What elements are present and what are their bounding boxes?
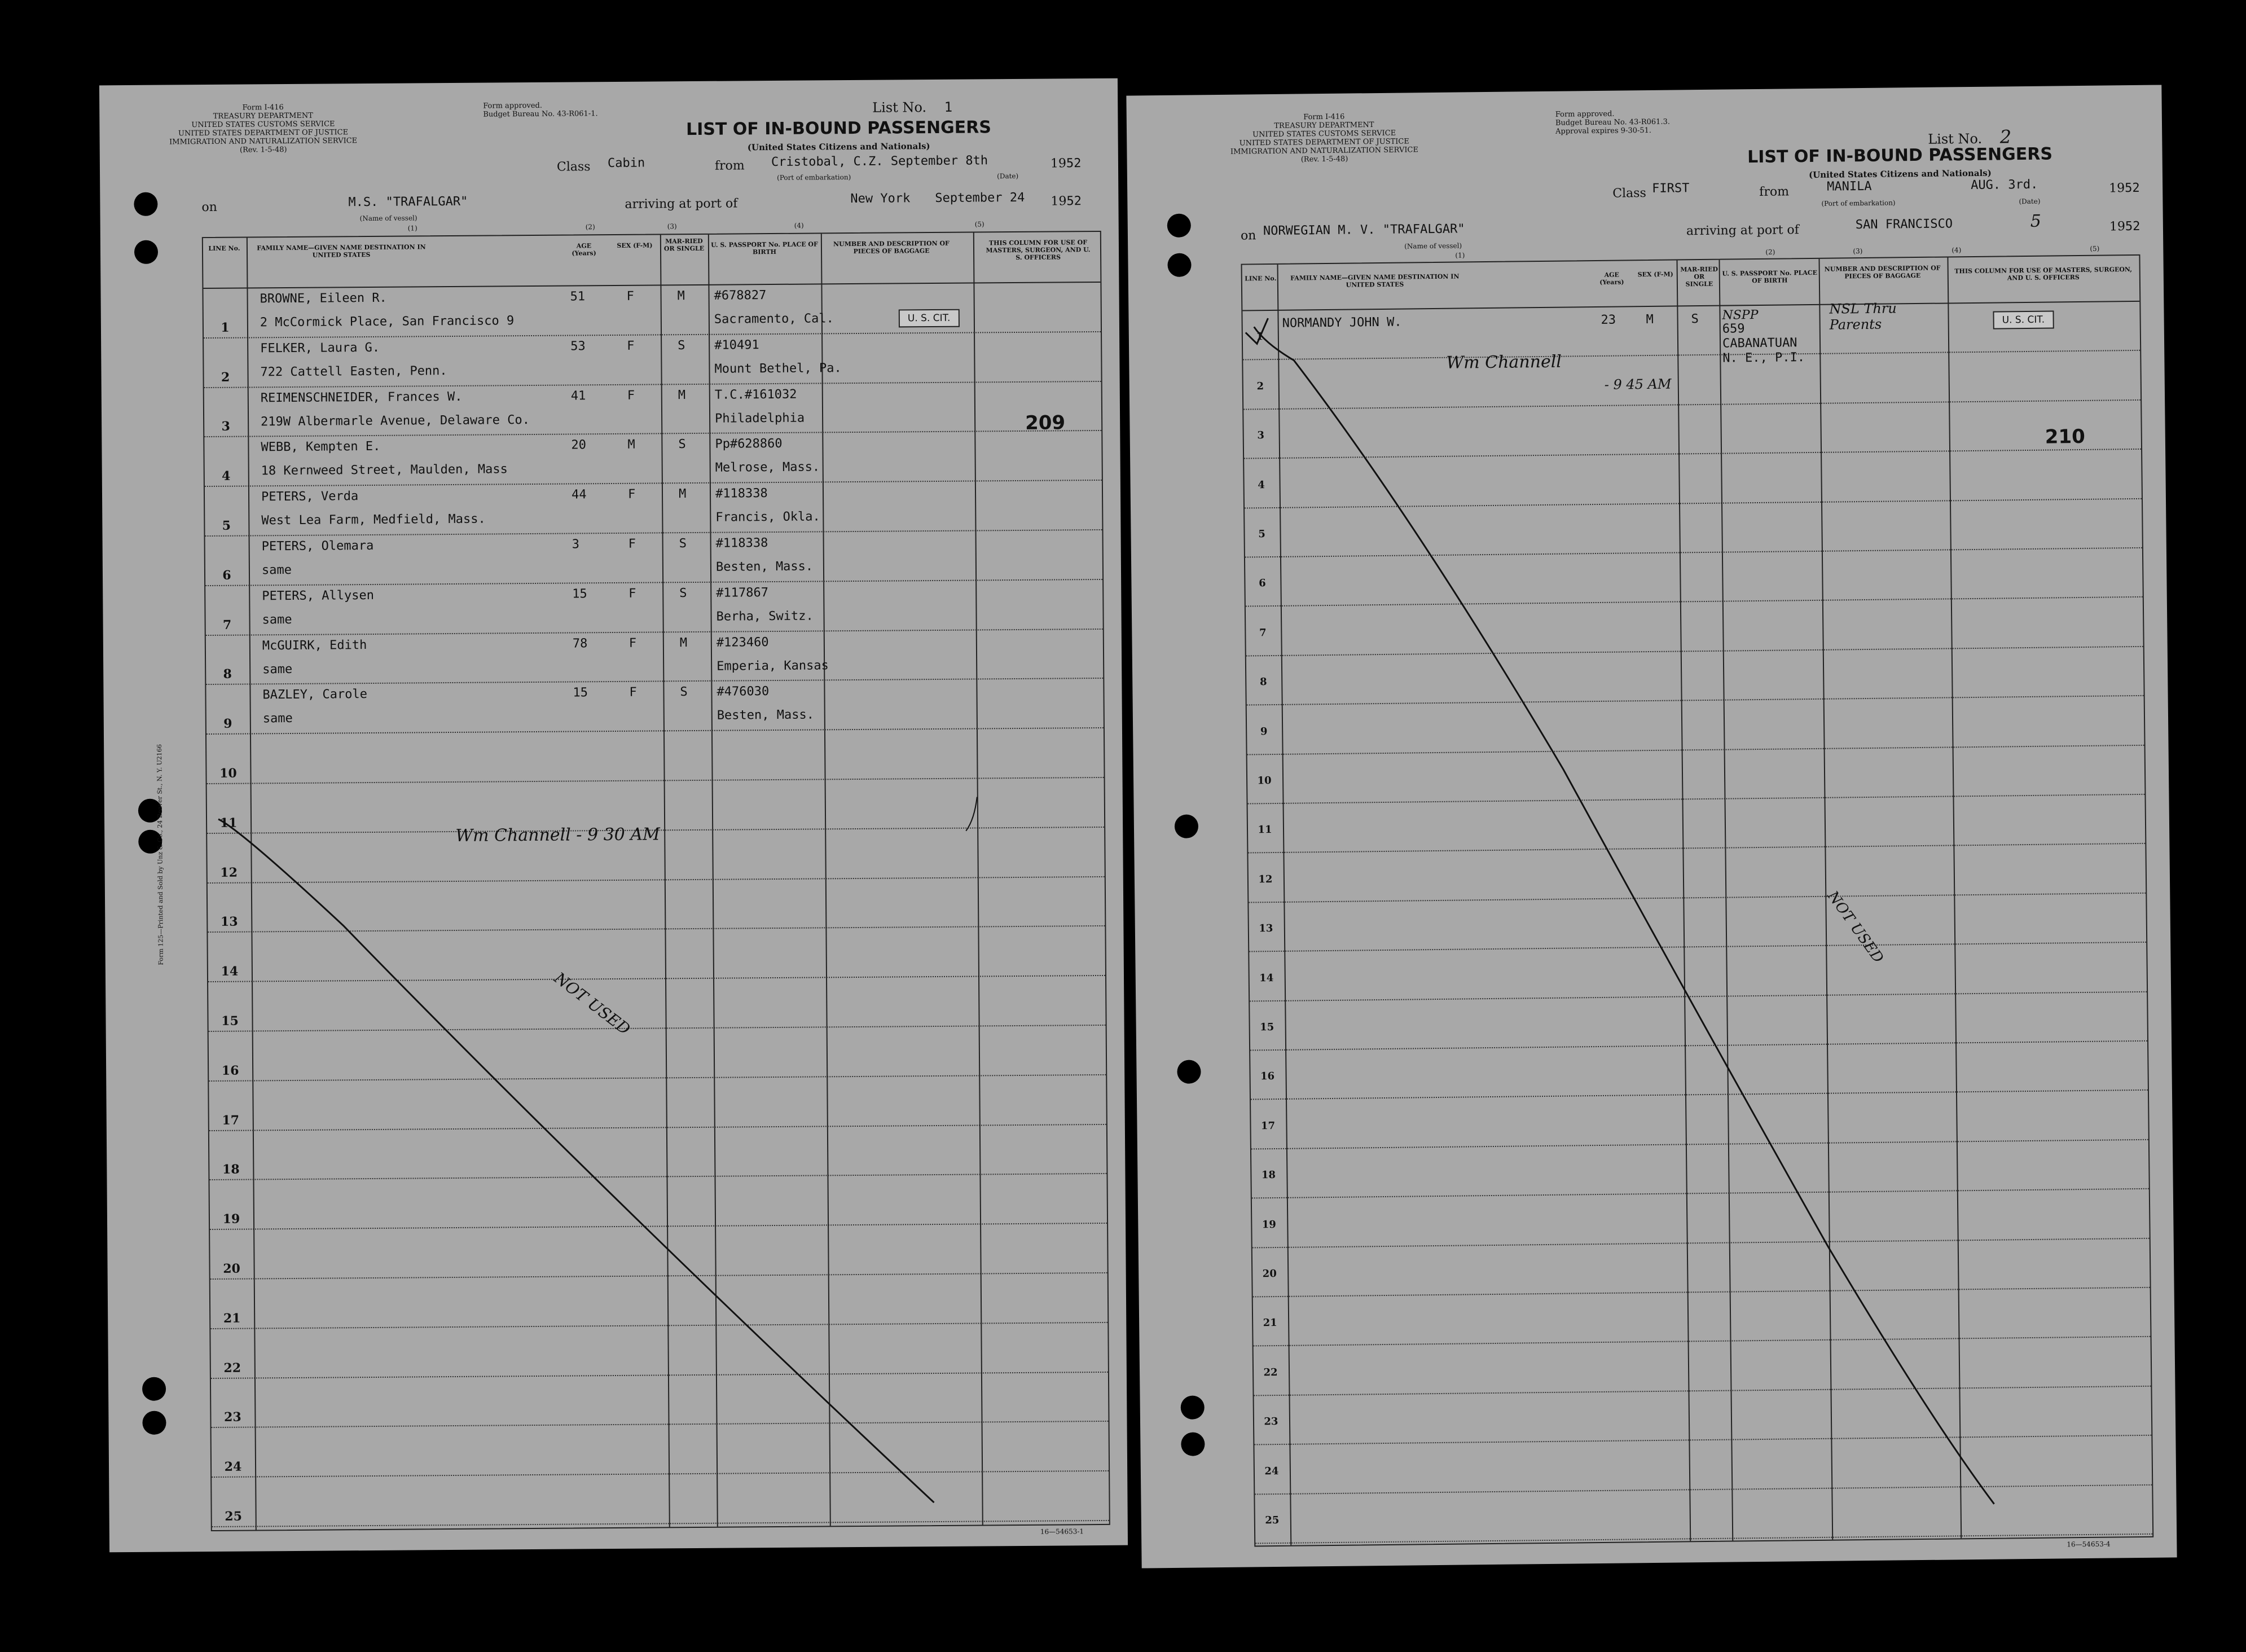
passenger-age: 44 [571,487,587,502]
revision: (Rev. 1-5-48) [239,146,287,155]
passenger-name: NORMANDY JOHN W. [1282,315,1402,331]
approval-line: Form approved. [1555,109,1615,119]
caption: (Port of embarkation) [1821,199,1896,208]
approval-line: Approval expires 9-30-51. [1555,126,1652,136]
birthplace: Sacramento, Cal. [714,311,834,327]
column-number: (4) [794,221,804,230]
from-label: from [714,159,745,173]
arrival-port: SAN FRANCISCO [1855,217,1953,232]
form-header [167,103,359,155]
form-code: 16—54653-4 [2067,1540,2111,1549]
passenger-marital: S [679,586,687,600]
approval-line: Budget Bureau No. 43-R061.3. [1555,117,1671,128]
revision: (Rev. 1-5-48) [1300,155,1348,164]
passport-number: #123460 [716,635,769,650]
column-header-name: FAMILY NAME—GIVEN NAME DESTINATION IN UNITED STATES [1290,273,1460,289]
passenger-table [202,231,1110,1531]
line-number: 7 [1259,626,1267,639]
year-value: 52 [1066,194,1082,209]
line-number: 3 [221,419,230,434]
year-value: 52 [1066,156,1082,171]
line-number: 24 [224,1459,242,1475]
line-number: 12 [220,865,238,880]
list-number [872,99,952,116]
line-number: 7 [222,617,232,632]
column-header-age: AGE (Years) [572,242,596,257]
column-header-name: FAMILY NAME—GIVEN NAME DESTINATION IN UNITED STATES [257,243,426,259]
passenger-marital: S [680,685,688,700]
line-number: 1 [1256,331,1264,343]
page-title [663,118,1013,157]
passport-number: #476030 [717,684,770,700]
line-number: 13 [220,915,238,930]
passenger-sex: F [628,586,636,601]
form-number: Form I-416 [1303,112,1345,122]
passenger-sex: F [627,388,635,403]
department: UNITED STATES DEPARTMENT OF JUSTICE [1239,137,1409,148]
column-header-officers: THIS COLUMN FOR USE OF MASTERS, SURGEON, AND U. S. OFFICERS [986,239,1091,262]
passenger-marital: S [678,437,686,452]
column-number: (5) [2090,244,2100,253]
line-number: 23 [224,1410,241,1425]
line-number: 22 [1263,1366,1278,1379]
passenger-sex: F [628,537,636,551]
year-prefix: 19 [1051,194,1067,209]
vessel-name: NORWEGIAN M. V. "TRAFALGAR" [1263,222,1465,239]
inspector-signature: Wm Channell [1446,352,1562,373]
year-prefix: 19 [1050,156,1067,171]
column-number: (3) [667,222,677,231]
class-label: Class [1612,186,1646,201]
title-subtitle: (United States Citizens and Nationals) [747,141,930,153]
passenger-sex: M [627,438,635,452]
birthplace: Philadelphia [715,411,805,426]
list-label: List No. [1928,130,1983,147]
passenger-marital: M [677,289,685,304]
column-header-married: MAR-RIED OR SINGLE [1680,265,1718,288]
column-header-baggage: NUMBER AND DESCRIPTION OF PIECES OF BAGGAGE [833,239,950,256]
passenger-sex: F [627,339,635,353]
form-approved [483,101,597,118]
not-used-annotation: NOT USED [550,968,634,1039]
column-header-age: AGE (Years) [1599,271,1624,286]
approval-line: Budget Bureau No. 43-R061-1. [483,109,598,119]
caption: (Date) [2019,197,2041,206]
line-number: 15 [1260,1021,1274,1034]
arriving-label: arriving at port of [625,196,738,212]
column-number: (4) [1951,246,1962,254]
line-number: 4 [222,468,231,484]
line-number: 2 [1256,380,1264,393]
arrival-date: 5 [2030,211,2042,231]
caption: (Name of vessel) [1404,241,1462,251]
passenger-sex: M [1646,312,1654,327]
passenger-age: 51 [570,289,586,304]
passport-number: #678827 [714,288,767,303]
destination: same [261,563,292,578]
passport-number: T.C.#161032 [714,387,797,402]
line-number: 14 [1259,972,1274,984]
list-label: List No. [872,99,927,116]
passenger-name: PETERS, Allysen [262,588,375,604]
list-value: 2 [1999,126,2012,148]
punch-hole [1181,1432,1205,1456]
class-value: FIRST [1652,181,1690,196]
destination: same [262,711,293,726]
passenger-table [1241,254,2154,1547]
void-slash [203,232,1109,1530]
line-number: 10 [219,766,237,781]
title-subtitle: (United States Citizens and Nationals) [1808,168,1992,181]
not-used-annotation: NOT USED [1823,887,1887,966]
punch-hole [1167,253,1191,276]
column-number: (2) [1765,248,1775,256]
line-number: 11 [219,815,238,831]
line-number: 6 [1259,577,1266,590]
punch-hole [1181,1395,1205,1419]
line-number: 18 [222,1162,240,1178]
passenger-age: 15 [572,587,587,601]
class-label: Class [556,160,591,174]
punch-hole [1175,814,1198,838]
service: IMMIGRATION AND NATURALIZATION SERVICE [1230,146,1419,156]
page-number: 209 [1025,411,1066,434]
line-number: 19 [222,1211,240,1227]
line-number: 11 [1258,824,1272,836]
passenger-sex: F [628,636,637,651]
line-number: 2 [221,370,230,385]
year-value: 52 [2125,219,2140,234]
passenger-sex: F [627,487,636,502]
passenger-name: FELKER, Laura G. [260,340,380,356]
line-number: 4 [1258,478,1265,491]
line-number: 18 [1261,1169,1276,1181]
inspector-signature: Wm Channell - 9 30 AM [455,824,660,846]
year-field [2109,181,2140,196]
punch-hole [1167,213,1191,237]
line-number: 21 [1263,1317,1277,1329]
line-number: 17 [1260,1119,1276,1132]
column-header-line: LINE No. [1245,274,1277,283]
caption: (Name of vessel) [359,214,417,223]
form-approved [1555,109,1670,136]
line-number: 5 [222,518,231,533]
form-number: Form I-416 [242,103,284,112]
line-number: 13 [1259,922,1273,935]
line-number: 20 [223,1261,240,1276]
service: IMMIGRATION AND NATURALIZATION SERVICE [169,137,358,147]
page-number: 210 [2045,425,2085,449]
punch-hole [142,1377,166,1401]
passenger-name: BROWNE, Eileen R. [260,291,387,306]
destination: same [262,662,293,676]
column-number: (1) [407,224,417,232]
punch-hole [142,1411,166,1435]
vessel-name: M.S. "TRAFALGAR" [348,194,468,210]
passenger-age: 53 [570,339,586,354]
passport-number: 659 [1722,322,1745,336]
embarkation-value: Cristobal, C.Z. September 8th [771,153,988,170]
approval-line: Form approved. [483,101,543,111]
destination: 722 Cattell Easten, Penn. [260,363,447,380]
us-citizen-stamp: U. S. CIT. [899,309,960,328]
arrival-date: September 24 [935,190,1025,205]
column-header-passport: U. S. PASSPORT No. PLACE OF BIRTH [711,240,818,256]
from-label: from [1759,184,1790,199]
embarkation-value: MANILA [1827,179,1872,194]
line-number: 9 [223,716,232,732]
column-header-passport: U. S. PASSPORT No. PLACE OF BIRTH [1722,269,1818,285]
column-header-officers: THIS COLUMN FOR USE OF MASTERS, SURGEON, AND U. S. OFFICERS [1954,266,2133,282]
line-number: 22 [223,1360,241,1376]
right-manifest-sheet [1126,85,2177,1568]
column-number: (2) [585,223,595,231]
department: TREASURY DEPARTMENT [1274,121,1374,130]
passenger-marital: S [679,537,687,551]
department: TREASURY DEPARTMENT [213,111,313,121]
passport-number: #117867 [716,585,769,600]
line-number: 9 [1260,725,1268,737]
line-number: 1 [221,320,230,335]
year-prefix: 19 [2109,181,2125,196]
passenger-marital: S [678,338,685,353]
passport-note: NSPP [1722,307,1759,323]
passport-number: Pp#628860 [715,437,783,452]
passenger-sex: F [626,289,634,304]
line-number: 20 [1262,1268,1277,1280]
passenger-marital: S [1691,312,1699,327]
line-number: 25 [225,1509,243,1524]
form-header [1228,112,1421,165]
column-number: (3) [1853,247,1863,256]
line-number: 10 [1257,775,1272,787]
destination: West Lea Farm, Medfield, Mass. [261,512,486,528]
birthplace: Berha, Switz. [716,609,814,624]
line-number: 8 [223,667,232,682]
passport-number: #118338 [715,486,768,501]
caption: (Port of embarkation) [777,173,851,182]
punch-hole [134,192,157,216]
line-number: 6 [222,568,231,583]
passenger-name: REIMENSCHNEIDER, Frances W. [260,389,463,405]
line-number: 25 [1265,1514,1280,1527]
inspector-time: - 9 45 AM [1604,376,1672,393]
year-field [1051,156,1082,170]
passenger-name: McGUIRK, Edith [262,638,367,653]
destination: 18 Kernweed Street, Maulden, Mass [261,462,508,478]
column-header-line: LINE No. [208,244,240,252]
line-number: 23 [1264,1416,1278,1428]
destination: same [262,612,292,627]
passenger-name: PETERS, Olemara [261,538,374,554]
passenger-name: WEBB, Kempten E. [261,440,381,455]
punch-hole [134,240,158,264]
column-header-sex: SEX (F-M) [1637,270,1673,279]
birthplace: Besten, Mass. [715,559,814,574]
birthplace: Francis, Okla. [715,509,820,525]
form-code: 16—54653-1 [1040,1527,1084,1536]
passenger-age: 3 [572,537,579,552]
line-number: 3 [1257,429,1265,442]
column-header-baggage: NUMBER AND DESCRIPTION OF PIECES OF BAGGAGE [1824,264,1941,280]
passport-number: #118338 [715,536,768,551]
line-number: 5 [1258,528,1265,541]
column-header-married: MAR-RIED OR SINGLE [663,237,705,253]
column-header-sex: SEX (F-M) [617,241,653,249]
birthplace: CABANATUAN N. E., P.I. [1722,336,1805,366]
title-text: LIST OF IN-BOUND PASSENGERS [685,117,992,140]
passenger-age: 78 [572,636,588,651]
line-number: 16 [1260,1070,1275,1083]
passenger-name: BAZLEY, Carole [262,687,368,702]
passenger-age: 15 [573,686,588,700]
baggage-note: NSL Thru Parents [1829,300,1897,333]
void-slash [1242,256,2153,1546]
class-value: Cabin [607,156,645,171]
passenger-age: 23 [1601,313,1616,327]
arrival-year [2109,219,2140,234]
on-label: on [1240,229,1256,243]
line-number: 17 [222,1113,240,1128]
line-number: 12 [1258,873,1273,886]
arrival-port: New York [850,191,911,206]
birthplace: Melrose, Mass. [715,460,820,476]
line-number: 24 [1264,1465,1279,1477]
line-number: 8 [1259,676,1267,688]
line-number: 21 [223,1311,241,1326]
passenger-marital: M [678,388,686,402]
passenger-sex: F [629,686,637,700]
destination: 2 McCormick Place, San Francisco 9 [260,314,515,330]
passenger-marital: M [678,487,687,502]
passport-number: #10491 [714,337,759,353]
line-number: 14 [221,964,239,979]
line-number: 19 [1262,1218,1276,1231]
on-label: on [201,200,217,215]
destination: 219W Albermarle Avenue, Delaware Co. [261,412,530,429]
department: UNITED STATES DEPARTMENT OF JUSTICE [178,128,349,138]
service: UNITED STATES CUSTOMS SERVICE [191,120,335,130]
arriving-label: arriving at port of [1686,223,1799,239]
year-prefix: 19 [2109,219,2126,234]
passenger-age: 41 [570,388,586,403]
birthplace: Mount Bethel, Pa. [714,361,842,376]
us-citizen-stamp: U. S. CIT. [1993,310,2054,329]
embark-date: AUG. 3rd. [1970,177,2038,193]
year-value: 52 [2125,181,2140,196]
line-number: 15 [221,1013,239,1029]
birthplace: Emperia, Kansas [717,658,829,674]
title-text: LIST OF IN-BOUND PASSENGERS [1747,144,2053,168]
column-number: (5) [974,220,984,229]
punch-hole [1177,1060,1201,1083]
list-value: 1 [944,99,953,115]
passenger-name: PETERS, Verda [261,489,359,504]
column-number: (1) [1455,251,1465,260]
service: UNITED STATES CUSTOMS SERVICE [1252,129,1396,139]
birthplace: Besten, Mass. [717,708,815,723]
printer-imprint: Form 125—Printed and Sold by Unz & Co., 24 Beaver St., N. Y. U2166 [156,744,165,965]
passenger-marital: M [679,635,688,650]
caption: (Date) [997,172,1019,181]
line-number: 16 [221,1063,239,1078]
left-manifest-sheet [99,78,1128,1553]
passenger-age: 20 [571,438,587,452]
arrival-year [1051,194,1082,208]
